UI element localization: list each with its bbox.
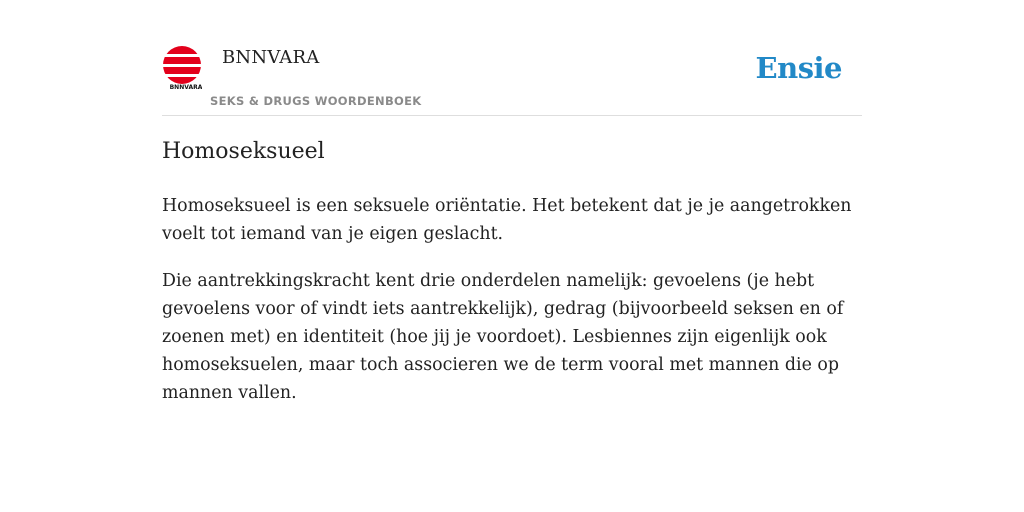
definition-paragraph: Die aantrekkingskracht kent drie onderdelen namelijk: gevoelens (je hebt gevoelens voor of vindt iets aantrekkelijk), gedrag (bijvoorbeeld seksen en of zoenen met) en identiteit (hoe jij je voordoet). Lesbiennes zijn eigenlijk ook homoseksuelen, maar toch associeren we de term vooral met mannen die op mannen vallen.	[162, 271, 844, 403]
site-logo[interactable]: Ensie	[755, 51, 842, 85]
header	[162, 0, 862, 116]
dictionary-subtitle[interactable]: SEKS & DRUGS WOORDENBOEK	[210, 94, 422, 108]
definition-paragraph: Homoseksueel is een seksuele oriëntatie. Het betekent dat je je aangetrokken voelt tot iemand van je eigen geslacht.	[162, 196, 852, 244]
page-title: Homoseksueel	[162, 139, 325, 164]
logo-text: BNNVARA	[169, 84, 202, 91]
brand-name[interactable]: BNNVARA	[222, 47, 320, 68]
page-container	[162, 0, 862, 403]
bnnvara-logo[interactable]	[162, 46, 202, 92]
